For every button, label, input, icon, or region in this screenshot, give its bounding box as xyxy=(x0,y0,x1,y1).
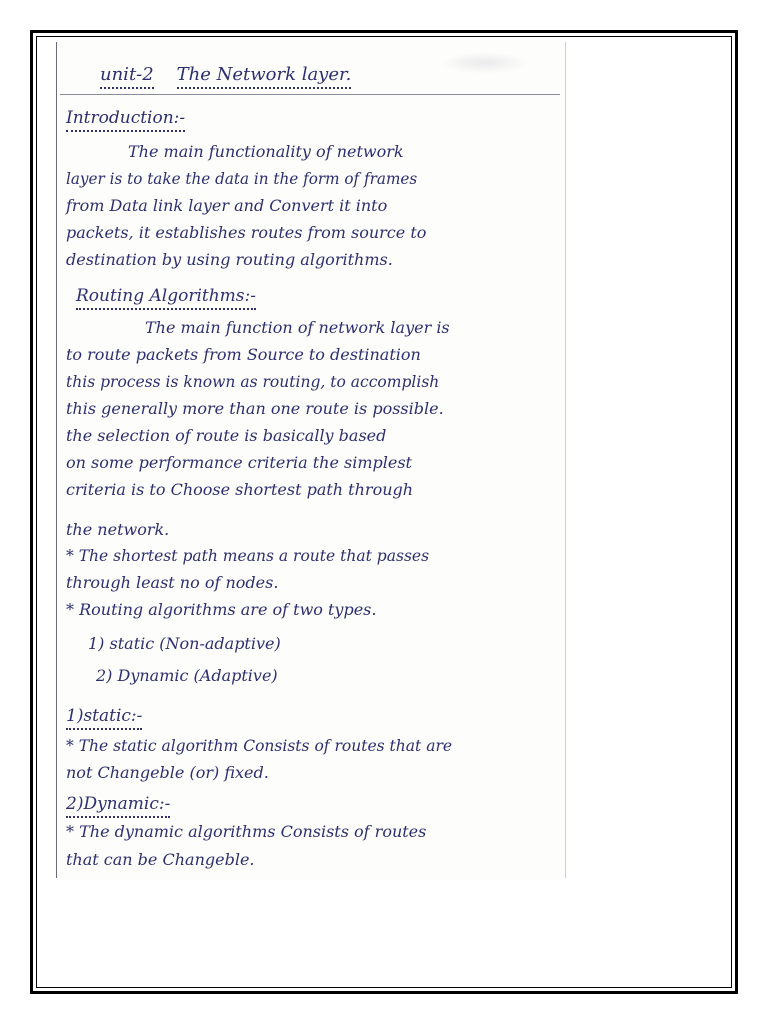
routing-line: the network. xyxy=(66,520,170,539)
routing-type-item: 2) Dynamic (Adaptive) xyxy=(96,666,278,685)
static-line: * The static algorithm Consists of routes that are xyxy=(66,736,453,755)
routing-line: criteria is to Choose shortest path through xyxy=(66,480,414,499)
routing-line: * Routing algorithms are of two types. xyxy=(66,600,377,619)
routing-line: through least no of nodes. xyxy=(66,573,279,592)
introduction-heading: Introduction:- xyxy=(66,110,561,127)
dynamic-heading: 2)Dynamic:- xyxy=(66,796,561,813)
dynamic-line: * The dynamic algorithms Consists of routes xyxy=(66,822,427,841)
static-line: not Changeble (or) fixed. xyxy=(66,763,269,782)
routing-line: the selection of route is basically based xyxy=(66,426,387,445)
intro-line: layer is to take the data in the form of frames xyxy=(66,169,418,188)
routing-line: on some performance criteria the simplest xyxy=(66,453,412,472)
intro-line: destination by using routing algorithms. xyxy=(66,250,393,269)
routing-type-item: 1) static (Non-adaptive) xyxy=(88,634,281,653)
intro-line: packets, it establishes routes from source to xyxy=(66,223,427,242)
intro-line: The main functionality of network xyxy=(128,142,404,161)
routing-heading: Routing Algorithms:- xyxy=(76,288,571,305)
routing-line: this process is known as routing, to accomplish xyxy=(66,372,440,391)
routing-line: this generally more than one route is possible. xyxy=(66,399,444,418)
dynamic-line: that can be Changeble. xyxy=(66,850,255,869)
routing-line: * The shortest path means a route that passes xyxy=(66,546,430,565)
intro-line: from Data link layer and Convert it into xyxy=(66,196,388,215)
topic-label: The Network layer. xyxy=(177,64,352,89)
title-rule xyxy=(60,94,560,95)
routing-line: The main function of network layer is xyxy=(145,318,450,337)
routing-line: to route packets from Source to destination xyxy=(66,345,421,364)
static-heading: 1)static:- xyxy=(66,708,561,725)
page-title xyxy=(100,66,595,84)
unit-label: unit-2 xyxy=(100,64,154,89)
